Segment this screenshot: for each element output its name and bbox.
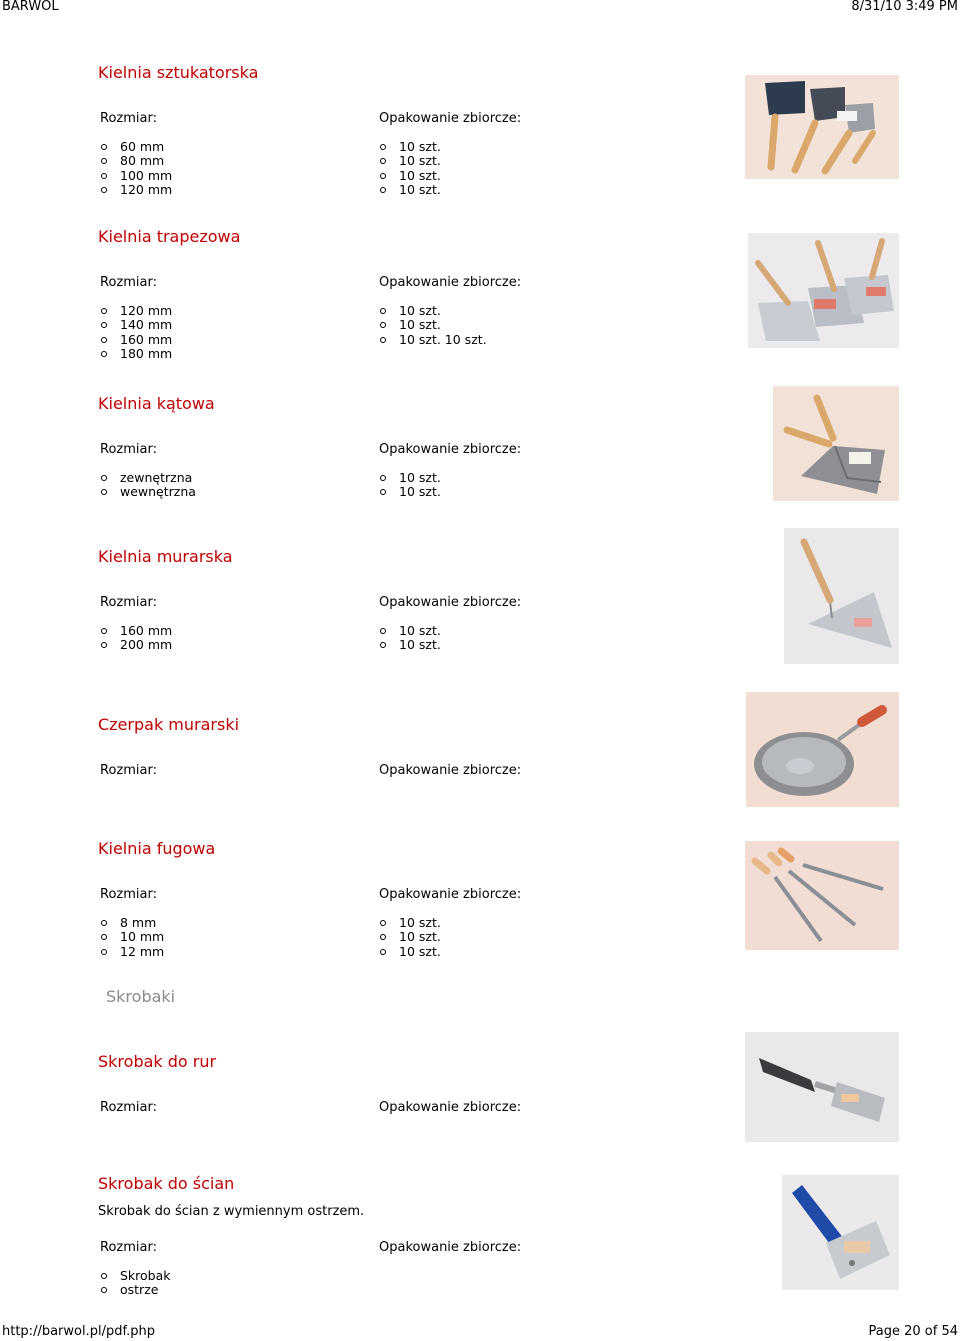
list-item: 12 mm xyxy=(99,945,164,959)
product-title: Kielnia sztukatorska xyxy=(98,63,259,82)
pack-label: Opakowanie zbiorcze: xyxy=(379,595,522,610)
pack-list xyxy=(378,916,441,959)
list-item: 10 szt. xyxy=(378,471,441,485)
list-item: 180 mm xyxy=(99,347,172,361)
list-item: zewnętrzna xyxy=(99,471,196,485)
size-label: Rozmiar: xyxy=(100,111,157,126)
size-label: Rozmiar: xyxy=(100,275,157,290)
size-label: Rozmiar: xyxy=(100,1100,157,1115)
footer-url[interactable]: http://barwol.pl/pdf.php xyxy=(2,1324,155,1339)
size-label: Rozmiar: xyxy=(100,763,157,778)
product-photo xyxy=(773,386,899,501)
pack-label: Opakowanie zbiorcze: xyxy=(379,1240,522,1255)
pack-label: Opakowanie zbiorcze: xyxy=(379,442,522,457)
size-list xyxy=(99,471,196,500)
size-label: Rozmiar: xyxy=(100,1240,157,1255)
size-list xyxy=(99,624,172,653)
list-item: 160 mm xyxy=(99,333,172,347)
size-list xyxy=(99,304,172,361)
list-item: Skrobak xyxy=(99,1269,171,1283)
pack-label: Opakowanie zbiorcze: xyxy=(379,111,522,126)
product-title: Kielnia trapezowa xyxy=(98,227,241,246)
pack-list xyxy=(378,304,487,347)
product-photo xyxy=(745,841,899,950)
product-description: Skrobak do ścian z wymiennym ostrzem. xyxy=(98,1204,365,1219)
list-item: 10 szt. xyxy=(378,140,441,154)
list-item: 200 mm xyxy=(99,638,172,652)
list-item: 80 mm xyxy=(99,154,172,168)
product-title: Czerpak murarski xyxy=(98,715,240,734)
list-item: 10 szt. xyxy=(378,624,441,638)
list-item: 10 szt. 10 szt. xyxy=(378,333,487,347)
pack-list xyxy=(378,140,441,197)
product-photo xyxy=(782,1175,899,1290)
list-item: 10 szt. xyxy=(378,916,441,930)
list-item: 10 szt. xyxy=(378,183,441,197)
list-item: 10 mm xyxy=(99,930,164,944)
list-item: 120 mm xyxy=(99,183,172,197)
size-list xyxy=(99,1269,171,1298)
product-photo xyxy=(745,1032,899,1142)
list-item: 10 szt. xyxy=(378,930,441,944)
list-item: 10 szt. xyxy=(378,154,441,168)
product-photo xyxy=(746,692,899,807)
size-label: Rozmiar: xyxy=(100,887,157,902)
list-item: 60 mm xyxy=(99,140,172,154)
product-photo xyxy=(745,75,899,179)
product-title: Skrobak do rur xyxy=(98,1052,217,1071)
list-item: 10 szt. xyxy=(378,638,441,652)
list-item: 10 szt. xyxy=(378,945,441,959)
footer-page-number: Page 20 of 54 xyxy=(868,1324,958,1339)
category-heading: Skrobaki xyxy=(106,987,176,1006)
list-item: 160 mm xyxy=(99,624,172,638)
product-title: Kielnia kątowa xyxy=(98,394,215,413)
list-item: 100 mm xyxy=(99,169,172,183)
product-title: Kielnia fugowa xyxy=(98,839,216,858)
size-label: Rozmiar: xyxy=(100,595,157,610)
list-item: 10 szt. xyxy=(378,169,441,183)
product-photo xyxy=(784,528,899,664)
list-item: ostrze xyxy=(99,1283,171,1297)
size-list xyxy=(99,916,164,959)
header-site-name: BARWOL xyxy=(2,0,59,14)
header-datetime: 8/31/10 3:49 PM xyxy=(851,0,958,14)
pack-label: Opakowanie zbiorcze: xyxy=(379,1100,522,1115)
pack-list xyxy=(378,624,441,653)
pack-label: Opakowanie zbiorcze: xyxy=(379,763,522,778)
product-title: Kielnia murarska xyxy=(98,547,233,566)
product-photo xyxy=(748,233,899,348)
list-item: 10 szt. xyxy=(378,485,441,499)
pack-label: Opakowanie zbiorcze: xyxy=(379,887,522,902)
list-item: wewnętrzna xyxy=(99,485,196,499)
list-item: 8 mm xyxy=(99,916,164,930)
list-item: 140 mm xyxy=(99,318,172,332)
pack-label: Opakowanie zbiorcze: xyxy=(379,275,522,290)
pack-list xyxy=(378,471,441,500)
product-title: Skrobak do ścian xyxy=(98,1174,235,1193)
list-item: 10 szt. xyxy=(378,304,487,318)
list-item: 10 szt. xyxy=(378,318,487,332)
size-list xyxy=(99,140,172,197)
size-label: Rozmiar: xyxy=(100,442,157,457)
list-item: 120 mm xyxy=(99,304,172,318)
